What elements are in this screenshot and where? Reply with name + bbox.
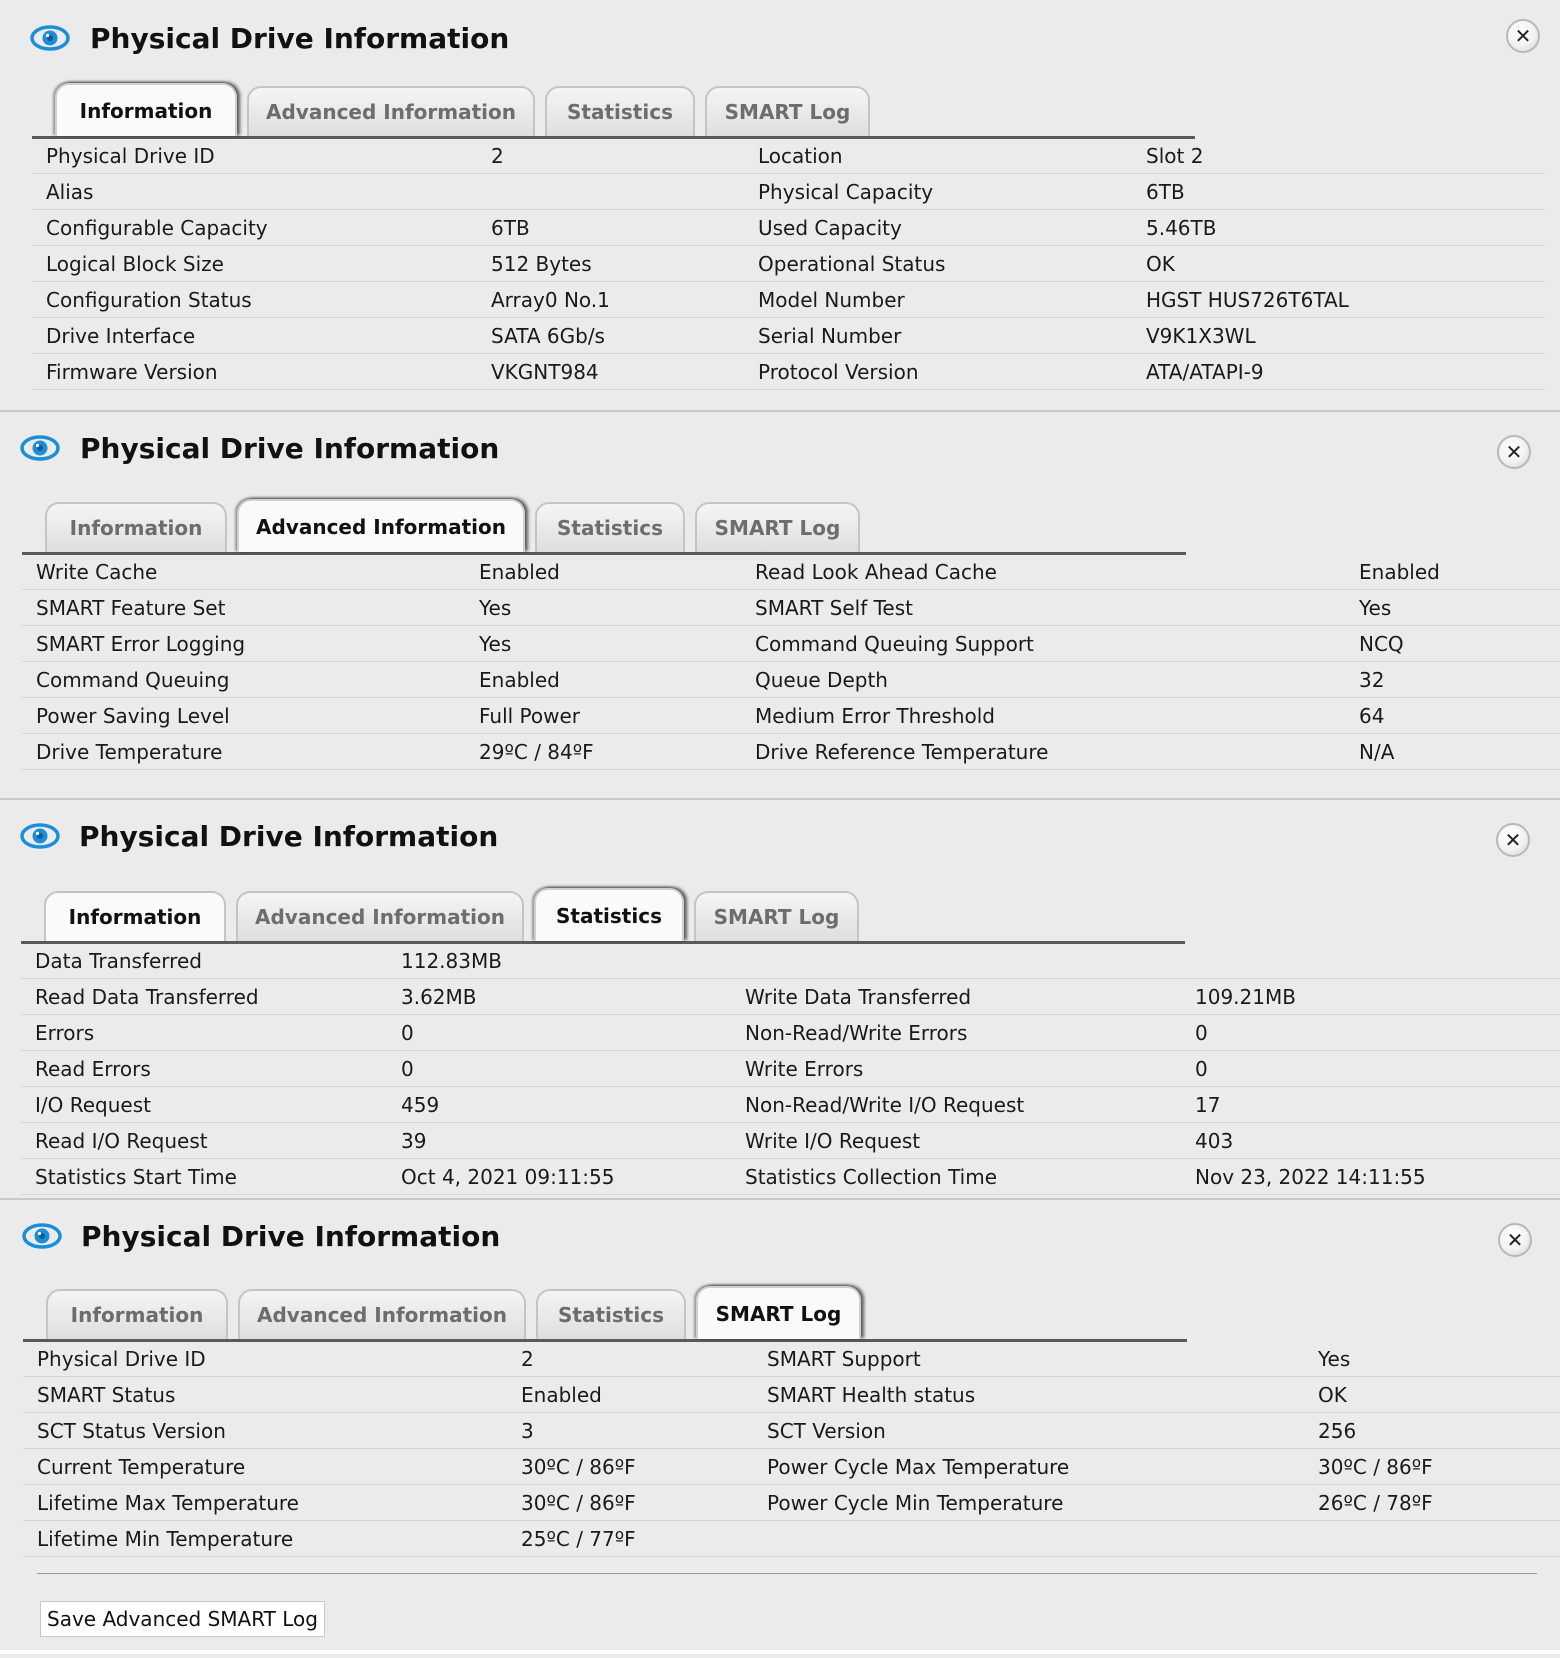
field-label: Configuration Status bbox=[46, 288, 252, 312]
field-value: 0 bbox=[1195, 1057, 1208, 1081]
field-value: Nov 23, 2022 14:11:55 bbox=[1195, 1165, 1426, 1189]
tab-statistics[interactable]: Statistics bbox=[535, 502, 685, 552]
field-value: 26ºC / 78ºF bbox=[1318, 1491, 1433, 1515]
tab-smart-log[interactable]: SMART Log bbox=[695, 502, 860, 552]
table-row bbox=[21, 1161, 1560, 1195]
field-label: Drive Reference Temperature bbox=[755, 740, 1049, 764]
table-row bbox=[21, 1017, 1560, 1051]
field-value: 29ºC / 84ºF bbox=[479, 740, 594, 764]
field-label: I/O Request bbox=[35, 1093, 151, 1117]
field-label: SMART Health status bbox=[767, 1383, 976, 1407]
field-label: Statistics Collection Time bbox=[745, 1165, 998, 1189]
field-label: SCT Version bbox=[767, 1419, 886, 1443]
tab-advanced-information[interactable]: Advanced Information bbox=[238, 1289, 526, 1339]
table-row bbox=[23, 1487, 1560, 1521]
field-value: HGST HUS726T6TAL bbox=[1146, 288, 1349, 312]
field-label: Serial Number bbox=[758, 324, 902, 348]
tab-information[interactable]: Information bbox=[44, 891, 226, 941]
tab-statistics[interactable]: Statistics bbox=[534, 888, 684, 941]
field-value: 256 bbox=[1318, 1419, 1357, 1443]
table-row bbox=[32, 320, 1545, 354]
table-row bbox=[21, 1089, 1560, 1123]
table-row bbox=[22, 664, 1560, 698]
table-row bbox=[23, 1451, 1560, 1485]
table-row bbox=[22, 700, 1560, 734]
table-row bbox=[23, 1379, 1560, 1413]
table-row bbox=[21, 945, 1560, 979]
tab-advanced-information[interactable]: Advanced Information bbox=[236, 891, 524, 941]
eye-icon bbox=[30, 24, 70, 52]
field-label: Power Cycle Max Temperature bbox=[767, 1455, 1070, 1479]
field-value: Slot 2 bbox=[1146, 144, 1204, 168]
field-value: 30ºC / 86ºF bbox=[1318, 1455, 1433, 1479]
field-value: 39 bbox=[401, 1129, 427, 1153]
table-row bbox=[21, 1053, 1560, 1087]
field-label: SMART Status bbox=[37, 1383, 176, 1407]
field-label: Power Cycle Min Temperature bbox=[767, 1491, 1064, 1515]
field-label: SMART Self Test bbox=[755, 596, 913, 620]
field-label: Read Errors bbox=[35, 1057, 151, 1081]
field-label: Location bbox=[758, 144, 843, 168]
tab-information[interactable]: Information bbox=[55, 83, 237, 136]
field-value: 25ºC / 77ºF bbox=[521, 1527, 636, 1551]
table-row bbox=[23, 1415, 1560, 1449]
tab-smart-log[interactable]: SMART Log bbox=[694, 891, 859, 941]
field-label: Protocol Version bbox=[758, 360, 919, 384]
tab-smart-log[interactable]: SMART Log bbox=[705, 86, 870, 136]
field-label: Lifetime Max Temperature bbox=[37, 1491, 299, 1515]
field-value: SATA 6Gb/s bbox=[491, 324, 605, 348]
field-value: 32 bbox=[1359, 668, 1385, 692]
panel-title: Physical Drive Information bbox=[79, 820, 499, 853]
table-row bbox=[32, 284, 1545, 318]
field-label: Write Cache bbox=[36, 560, 158, 584]
table-row bbox=[22, 628, 1560, 662]
field-label: Read Data Transferred bbox=[35, 985, 259, 1009]
field-value: Array0 No.1 bbox=[491, 288, 610, 312]
eye-icon bbox=[20, 822, 60, 850]
field-value: Yes bbox=[479, 632, 512, 656]
table-row bbox=[32, 248, 1545, 282]
field-value: V9K1X3WL bbox=[1146, 324, 1256, 348]
field-value: 0 bbox=[1195, 1021, 1208, 1045]
footer-strip bbox=[0, 1650, 1560, 1654]
field-value: 30ºC / 86ºF bbox=[521, 1491, 636, 1515]
tab-statistics[interactable]: Statistics bbox=[536, 1289, 686, 1339]
eye-icon bbox=[20, 434, 60, 462]
field-label: Current Temperature bbox=[37, 1455, 246, 1479]
field-value: 403 bbox=[1195, 1129, 1234, 1153]
field-label: Read I/O Request bbox=[35, 1129, 208, 1153]
field-value: 0 bbox=[401, 1057, 414, 1081]
field-label: Non-Read/Write Errors bbox=[745, 1021, 968, 1045]
field-label: Queue Depth bbox=[755, 668, 888, 692]
divider bbox=[37, 1573, 1537, 1574]
field-label: Drive Temperature bbox=[36, 740, 223, 764]
close-icon[interactable]: ✕ bbox=[1506, 19, 1540, 53]
field-value: 3 bbox=[521, 1419, 534, 1443]
eye-icon bbox=[22, 1222, 62, 1250]
field-label: Power Saving Level bbox=[36, 704, 230, 728]
field-value: OK bbox=[1318, 1383, 1347, 1407]
tab-advanced-information[interactable]: Advanced Information bbox=[237, 499, 525, 552]
panel-title: Physical Drive Information bbox=[81, 1220, 501, 1253]
field-value: N/A bbox=[1359, 740, 1395, 764]
field-label: Configurable Capacity bbox=[46, 216, 268, 240]
table-row bbox=[22, 556, 1560, 590]
table-row bbox=[32, 356, 1545, 390]
tab-underline bbox=[21, 941, 1185, 944]
field-value: 17 bbox=[1195, 1093, 1221, 1117]
field-label: Read Look Ahead Cache bbox=[755, 560, 997, 584]
field-value: Enabled bbox=[479, 668, 560, 692]
field-label: Command Queuing bbox=[36, 668, 230, 692]
field-value: OK bbox=[1146, 252, 1175, 276]
field-value: 3.62MB bbox=[401, 985, 477, 1009]
field-value: VKGNT984 bbox=[491, 360, 599, 384]
field-value: 6TB bbox=[491, 216, 530, 240]
field-value: Oct 4, 2021 09:11:55 bbox=[401, 1165, 615, 1189]
table-row bbox=[22, 592, 1560, 626]
table-row bbox=[22, 736, 1560, 770]
field-value: 6TB bbox=[1146, 180, 1185, 204]
tab-underline bbox=[23, 1339, 1187, 1342]
field-label: Physical Capacity bbox=[758, 180, 934, 204]
panel-title: Physical Drive Information bbox=[90, 22, 510, 55]
field-label: Non-Read/Write I/O Request bbox=[745, 1093, 1025, 1117]
field-label: Physical Drive ID bbox=[46, 144, 215, 168]
field-label: SMART Feature Set bbox=[36, 596, 226, 620]
field-label: Logical Block Size bbox=[46, 252, 224, 276]
field-label: Write Errors bbox=[745, 1057, 864, 1081]
field-value: Enabled bbox=[1359, 560, 1440, 584]
field-label: Lifetime Min Temperature bbox=[37, 1527, 294, 1551]
field-value: Enabled bbox=[479, 560, 560, 584]
field-label: Operational Status bbox=[758, 252, 946, 276]
field-label: SMART Support bbox=[767, 1347, 921, 1371]
table-row bbox=[21, 1125, 1560, 1159]
field-value: ATA/ATAPI-9 bbox=[1146, 360, 1264, 384]
field-label: Firmware Version bbox=[46, 360, 218, 384]
tab-statistics[interactable]: Statistics bbox=[545, 86, 695, 136]
table-row bbox=[21, 981, 1560, 1015]
field-label: Write Data Transferred bbox=[745, 985, 972, 1009]
close-icon[interactable]: ✕ bbox=[1498, 1223, 1532, 1257]
field-value: 2 bbox=[521, 1347, 534, 1371]
field-value: NCQ bbox=[1359, 632, 1404, 656]
tab-underline bbox=[22, 552, 1186, 555]
field-label: Alias bbox=[46, 180, 94, 204]
table-row bbox=[23, 1523, 1560, 1557]
field-value: 512 Bytes bbox=[491, 252, 592, 276]
table-row bbox=[32, 212, 1545, 246]
field-value: Enabled bbox=[521, 1383, 602, 1407]
field-value: Yes bbox=[1359, 596, 1392, 620]
field-label: Physical Drive ID bbox=[37, 1347, 206, 1371]
field-label: Write I/O Request bbox=[745, 1129, 921, 1153]
field-value: Full Power bbox=[479, 704, 581, 728]
table-row bbox=[32, 176, 1545, 210]
field-label: Data Transferred bbox=[35, 949, 202, 973]
field-value: Yes bbox=[1318, 1347, 1351, 1371]
field-value: 5.46TB bbox=[1146, 216, 1217, 240]
tab-underline bbox=[32, 136, 1195, 139]
field-value: 30ºC / 86ºF bbox=[521, 1455, 636, 1479]
field-value: 459 bbox=[401, 1093, 440, 1117]
field-value: 64 bbox=[1359, 704, 1385, 728]
tab-information[interactable]: Information bbox=[46, 1289, 228, 1339]
save-advanced-smart-log-button[interactable]: Save Advanced SMART Log bbox=[40, 1601, 325, 1637]
field-value: 0 bbox=[401, 1021, 414, 1045]
table-row bbox=[32, 140, 1545, 174]
field-label: Command Queuing Support bbox=[755, 632, 1034, 656]
tab-information[interactable]: Information bbox=[45, 502, 227, 552]
table-row bbox=[23, 1343, 1560, 1377]
field-value: 109.21MB bbox=[1195, 985, 1296, 1009]
field-label: Drive Interface bbox=[46, 324, 196, 348]
field-label: SCT Status Version bbox=[37, 1419, 226, 1443]
field-value: 112.83MB bbox=[401, 949, 502, 973]
field-label: Used Capacity bbox=[758, 216, 902, 240]
field-label: Errors bbox=[35, 1021, 95, 1045]
close-icon[interactable]: ✕ bbox=[1497, 435, 1531, 469]
panel-title: Physical Drive Information bbox=[80, 432, 500, 465]
field-label: Statistics Start Time bbox=[35, 1165, 237, 1189]
field-label: Model Number bbox=[758, 288, 905, 312]
tab-advanced-information[interactable]: Advanced Information bbox=[247, 86, 535, 136]
field-label: SMART Error Logging bbox=[36, 632, 246, 656]
field-value: Yes bbox=[479, 596, 512, 620]
close-icon[interactable]: ✕ bbox=[1496, 823, 1530, 857]
tab-smart-log[interactable]: SMART Log bbox=[696, 1286, 861, 1339]
field-label: Medium Error Threshold bbox=[755, 704, 995, 728]
field-value: 2 bbox=[491, 144, 504, 168]
